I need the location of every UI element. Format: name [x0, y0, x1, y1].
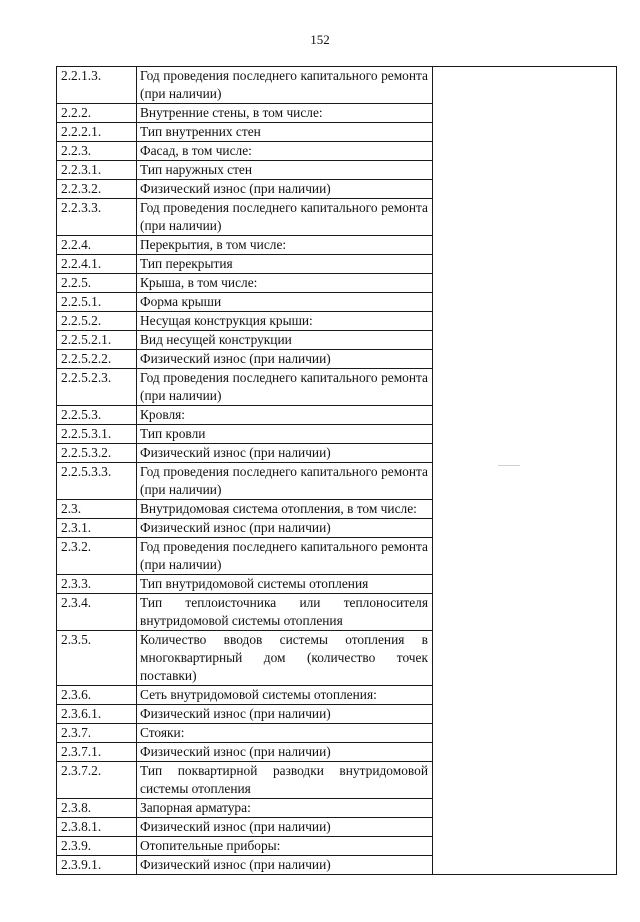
row-description: Тип перекрытия: [137, 255, 433, 274]
row-number: 2.2.2.: [57, 104, 137, 123]
row-value-cell: [433, 594, 617, 631]
table-row: [57, 350, 617, 369]
row-value-cell: [433, 180, 617, 199]
passport-table-container: [56, 66, 616, 875]
row-number: 2.2.5.3.: [57, 406, 137, 425]
row-number: 2.2.4.: [57, 236, 137, 255]
row-description: Внутридомовая система отопления, в том числе:: [137, 500, 433, 519]
table-row: [57, 631, 617, 686]
table-row: [57, 686, 617, 705]
row-number: 2.3.3.: [57, 575, 137, 594]
row-value-cell: [433, 255, 617, 274]
row-value-cell: [433, 293, 617, 312]
row-number: 2.3.7.1.: [57, 743, 137, 762]
row-number: 2.3.5.: [57, 631, 137, 686]
table-row: [57, 293, 617, 312]
row-value-cell: [433, 161, 617, 180]
table-row: [57, 274, 617, 293]
row-number: 2.3.7.2.: [57, 762, 137, 799]
row-value-cell: [433, 705, 617, 724]
row-description: Физический износ (при наличии): [137, 350, 433, 369]
row-value-cell: [433, 818, 617, 837]
row-description: Год проведения последнего капитального ремонта (при наличии): [137, 463, 433, 500]
row-description: Кровля:: [137, 406, 433, 425]
row-description: Год проведения последнего капитального ремонта (при наличии): [137, 67, 433, 104]
row-description: Форма крыши: [137, 293, 433, 312]
row-description: Тип теплоисточника или теплоносителя внутридомовой системы отопления: [137, 594, 433, 631]
table-row: [57, 818, 617, 837]
row-description: Физический износ (при наличии): [137, 856, 433, 875]
row-value-cell: [433, 762, 617, 799]
row-description: Несущая конструкция крыши:: [137, 312, 433, 331]
table-row: [57, 856, 617, 875]
table-row: [57, 594, 617, 631]
row-description: Физический износ (при наличии): [137, 519, 433, 538]
table-row: [57, 500, 617, 519]
row-number: 2.2.5.1.: [57, 293, 137, 312]
row-value-cell: [433, 575, 617, 594]
row-description: Физический износ (при наличии): [137, 180, 433, 199]
passport-table-body: [57, 67, 617, 875]
row-description: Стояки:: [137, 724, 433, 743]
row-number: 2.3.9.1.: [57, 856, 137, 875]
row-description: Вид несущей конструкции: [137, 331, 433, 350]
row-number: 2.2.5.2.1.: [57, 331, 137, 350]
row-number: 2.2.5.3.3.: [57, 463, 137, 500]
row-value-cell: [433, 631, 617, 686]
row-value-cell: [433, 724, 617, 743]
row-number: 2.2.3.3.: [57, 199, 137, 236]
row-description: Фасад, в том числе:: [137, 142, 433, 161]
row-number: 2.2.1.3.: [57, 67, 137, 104]
row-value-cell: [433, 274, 617, 293]
row-value-cell: [433, 444, 617, 463]
scan-artifact: [498, 465, 520, 466]
table-row: [57, 538, 617, 575]
table-row: [57, 519, 617, 538]
table-row: [57, 369, 617, 406]
row-number: 2.3.4.: [57, 594, 137, 631]
row-description: Запорная арматура:: [137, 799, 433, 818]
row-number: 2.3.8.: [57, 799, 137, 818]
row-value-cell: [433, 856, 617, 875]
table-row: [57, 463, 617, 500]
row-description: Количество вводов системы отопления в многоквартирный дом (количество точек поставки): [137, 631, 433, 686]
table-row: [57, 406, 617, 425]
table-row: [57, 331, 617, 350]
row-description: Сеть внутридомовой системы отопления:: [137, 686, 433, 705]
row-description: Тип наружных стен: [137, 161, 433, 180]
row-value-cell: [433, 104, 617, 123]
row-value-cell: [433, 123, 617, 142]
table-row: [57, 575, 617, 594]
row-number: 2.2.3.2.: [57, 180, 137, 199]
row-value-cell: [433, 331, 617, 350]
row-description: Физический износ (при наличии): [137, 743, 433, 762]
row-number: 2.3.1.: [57, 519, 137, 538]
table-row: [57, 799, 617, 818]
row-number: 2.2.5.: [57, 274, 137, 293]
table-row: [57, 199, 617, 236]
row-value-cell: [433, 67, 617, 104]
passport-table: [56, 66, 617, 875]
row-value-cell: [433, 236, 617, 255]
row-value-cell: [433, 406, 617, 425]
row-number: 2.3.7.: [57, 724, 137, 743]
row-value-cell: [433, 199, 617, 236]
row-number: 2.2.3.1.: [57, 161, 137, 180]
row-number: 2.2.5.2.: [57, 312, 137, 331]
row-value-cell: [433, 500, 617, 519]
row-number: 2.2.2.1.: [57, 123, 137, 142]
row-value-cell: [433, 799, 617, 818]
table-row: [57, 104, 617, 123]
row-number: 2.2.4.1.: [57, 255, 137, 274]
table-row: [57, 425, 617, 444]
row-number: 2.3.6.1.: [57, 705, 137, 724]
row-description: Физический износ (при наличии): [137, 444, 433, 463]
row-value-cell: [433, 538, 617, 575]
row-description: Тип кровли: [137, 425, 433, 444]
row-value-cell: [433, 837, 617, 856]
row-description: Внутренние стены, в том числе:: [137, 104, 433, 123]
row-value-cell: [433, 519, 617, 538]
table-row: [57, 255, 617, 274]
table-row: [57, 123, 617, 142]
row-number: 2.3.6.: [57, 686, 137, 705]
table-row: [57, 67, 617, 104]
row-number: 2.2.5.3.2.: [57, 444, 137, 463]
row-description: Физический износ (при наличии): [137, 818, 433, 837]
row-number: 2.3.2.: [57, 538, 137, 575]
row-value-cell: [433, 369, 617, 406]
row-number: 2.2.3.: [57, 142, 137, 161]
row-value-cell: [433, 312, 617, 331]
table-row: [57, 236, 617, 255]
page-number: 152: [310, 32, 330, 47]
table-row: [57, 837, 617, 856]
row-number: 2.3.: [57, 500, 137, 519]
row-value-cell: [433, 350, 617, 369]
row-value-cell: [433, 142, 617, 161]
row-description: Перекрытия, в том числе:: [137, 236, 433, 255]
row-value-cell: [433, 686, 617, 705]
row-description: Отопительные приборы:: [137, 837, 433, 856]
row-value-cell: [433, 425, 617, 444]
row-number: 2.2.5.2.2.: [57, 350, 137, 369]
table-row: [57, 705, 617, 724]
row-description: Тип поквартирной разводки внутридомовой системы отопления: [137, 762, 433, 799]
table-row: [57, 724, 617, 743]
table-row: [57, 312, 617, 331]
table-row: [57, 180, 617, 199]
row-description: Год проведения последнего капитального ремонта (при наличии): [137, 369, 433, 406]
table-row: [57, 762, 617, 799]
row-number: 2.3.9.: [57, 837, 137, 856]
table-row: [57, 142, 617, 161]
row-description: Физический износ (при наличии): [137, 705, 433, 724]
row-description: Крыша, в том числе:: [137, 274, 433, 293]
row-number: 2.3.8.1.: [57, 818, 137, 837]
table-row: [57, 743, 617, 762]
row-description: Год проведения последнего капитального ремонта (при наличии): [137, 199, 433, 236]
row-number: 2.2.5.3.1.: [57, 425, 137, 444]
row-value-cell: [433, 743, 617, 762]
table-row: [57, 161, 617, 180]
row-number: 2.2.5.2.3.: [57, 369, 137, 406]
row-description: Год проведения последнего капитального ремонта (при наличии): [137, 538, 433, 575]
row-description: Тип внутренних стен: [137, 123, 433, 142]
row-value-cell: [433, 463, 617, 500]
row-description: Тип внутридомовой системы отопления: [137, 575, 433, 594]
table-row: [57, 444, 617, 463]
